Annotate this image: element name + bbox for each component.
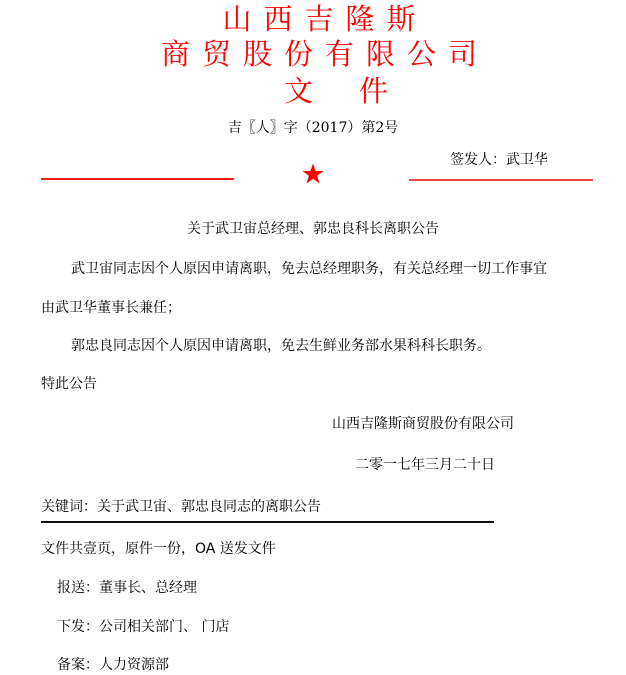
black-divider [41,521,494,523]
header-company-line1: 山西吉隆斯 [222,2,428,36]
document-number: 吉〖人〗字（2017）第2号 [227,120,399,136]
header-document-label: 文件 [283,74,434,108]
signer-name: 武卫华 [506,152,548,168]
issue-date: 二零一七年三月二十日 [355,457,495,473]
record-filing: 备案：人力资源部 [57,657,169,673]
report-to: 报送：董事长、总经理 [57,580,197,596]
page-count-note: 文件共壹页，原件一份，OA 送发文件 [41,541,276,557]
notice-closing: 特此公告 [41,376,97,392]
distribute-to: 下发：公司相关部门、 门店 [57,619,230,635]
notice-paragraph-1-line-2: 由武卫华董事长兼任； [41,300,181,316]
issuing-company: 山西吉隆斯商贸股份有限公司 [332,416,514,432]
notice-title: 关于武卫宙总经理、郭忠良科长离职公告 [187,221,439,237]
red-divider-right [409,179,593,181]
red-divider-left [41,178,234,180]
notice-paragraph-1-line-1: 武卫宙同志因个人原因申请离职，免去总经理职务，有关总经理一切工作事宜 [71,261,547,277]
signer-label: 签发人： [450,152,506,168]
header-company-line2: 商贸股份有限公司 [160,37,489,71]
keywords: 关键词：关于武卫宙、郭忠良同志的离职公告 [41,499,321,515]
signer [450,150,548,170]
notice-paragraph-2: 郭忠良同志因个人原因申请离职，免去生鲜业务部水果科科长职务。 [71,338,491,354]
star-icon [301,162,325,186]
